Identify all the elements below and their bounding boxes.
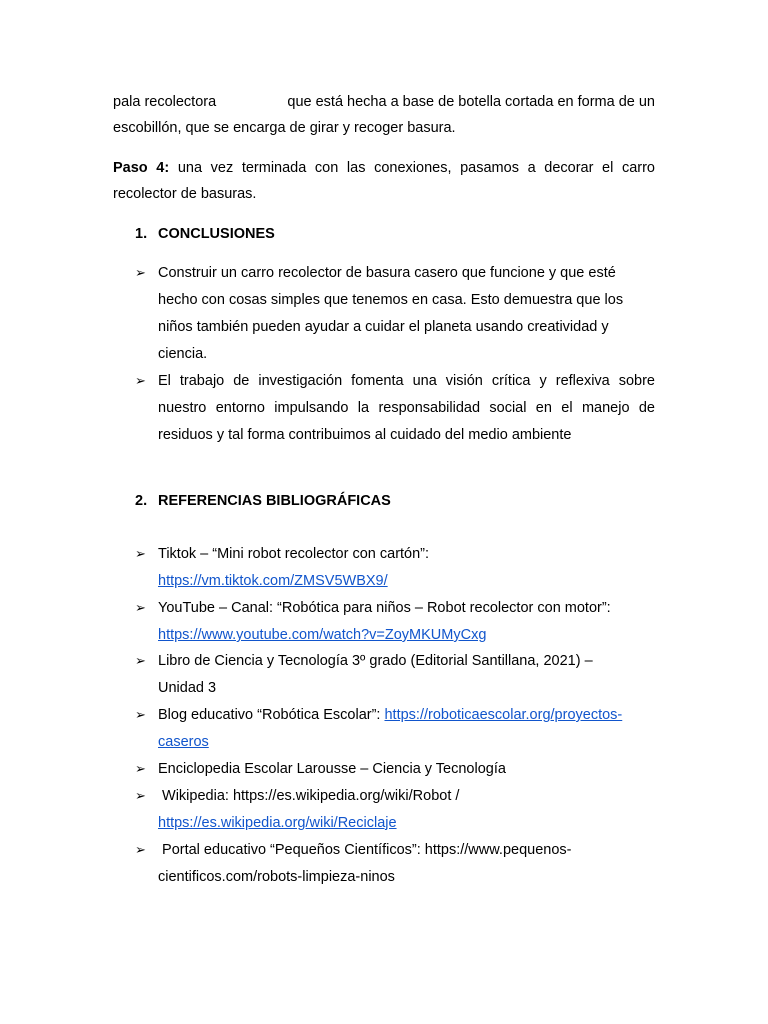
arrow-bullet-icon: ➢ (135, 842, 146, 857)
reference-4-link[interactable]: https://roboticaescolar.org/proyectos- (384, 707, 623, 723)
intro-line-1 (113, 89, 655, 116)
intro-line-1-start: pala recolectora (113, 94, 217, 110)
reference-6-text: Wikipedia: https://es.wikipedia.org/wiki/Robot / (158, 788, 460, 804)
paso4-line-2: recolector de basuras. (113, 186, 257, 202)
conclusion-1-line-3: niños también pueden ayudar a cuidar el planeta usando creatividad y (158, 319, 609, 335)
conclusion-1-line-2: hecho con cosas simples que tenemos en casa. Esto demuestra que los (158, 292, 624, 308)
arrow-bullet-icon: ➢ (135, 600, 146, 615)
reference-3-line-1: Libro de Ciencia y Tecnología 3º grado (Editorial Santillana, 2021) – (158, 653, 593, 669)
arrow-bullet-icon: ➢ (135, 373, 146, 388)
reference-4-line-2 (158, 729, 655, 756)
reference-4-line-1 (158, 702, 655, 729)
paso4-line-1 (113, 155, 655, 182)
reference-7-line-2: cientificos.com/robots-limpieza-ninos (158, 869, 395, 885)
conclusiones-number: 1. (135, 226, 148, 242)
referencias-heading: REFERENCIAS BIBLIOGRÁFICAS (158, 493, 391, 509)
reference-6-line-2 (158, 810, 655, 837)
reference-1-text: Tiktok – “Mini robot recolector con cartón”: (158, 546, 430, 562)
conclusion-2-line-3: residuos y tal forma contribuimos al cuidado del medio ambiente (158, 427, 572, 443)
arrow-bullet-icon: ➢ (135, 788, 146, 803)
reference-7-line-1: Portal educativo “Pequeños Científicos”: https://www.pequenos- (158, 842, 572, 858)
arrow-bullet-icon: ➢ (135, 761, 146, 776)
reference-2-text: YouTube – Canal: “Robótica para niños – Robot recolector con motor”: (158, 600, 611, 616)
reference-4-link-continued[interactable]: caseros (158, 734, 209, 750)
paso4-label: Paso 4: (113, 160, 170, 176)
reference-1-line-2 (158, 568, 655, 595)
reference-4-text: Blog educativo “Robótica Escolar”: (158, 707, 385, 723)
conclusion-2-line-1: El trabajo de investigación fomenta una visión crítica y reflexiva sobre (158, 373, 655, 389)
conclusion-1-line-1: Construir un carro recolector de basura casero que funcione y que esté (158, 265, 616, 281)
conclusion-1-line-4: ciencia. (158, 346, 208, 362)
reference-1-link[interactable]: https://vm.tiktok.com/ZMSV5WBX9/ (158, 573, 388, 589)
intro-line-2: escobillón, que se encarga de girar y recoger basura. (113, 120, 456, 136)
reference-2-link[interactable]: https://www.youtube.com/watch?v=ZoyMKUMyCxg (158, 627, 487, 643)
reference-2-line-2 (158, 622, 655, 649)
paso4-text: una vez terminada con las conexiones, pasamos a decorar el carro (169, 160, 655, 176)
conclusion-2-line-2: nuestro entorno impulsando la responsabilidad social en el manejo de (158, 400, 655, 416)
arrow-bullet-icon: ➢ (135, 653, 146, 668)
intro-line-1-end: que está hecha a base de botella cortada en forma de un (287, 94, 655, 110)
conclusiones-heading: CONCLUSIONES (158, 226, 275, 242)
arrow-bullet-icon: ➢ (135, 707, 146, 722)
reference-5-text: Enciclopedia Escolar Larousse – Ciencia y Tecnología (158, 761, 506, 777)
referencias-number: 2. (135, 493, 148, 509)
reference-6-link[interactable]: https://es.wikipedia.org/wiki/Reciclaje (158, 815, 397, 831)
reference-3-line-2: Unidad 3 (158, 680, 217, 696)
arrow-bullet-icon: ➢ (135, 265, 146, 280)
arrow-bullet-icon: ➢ (135, 546, 146, 561)
